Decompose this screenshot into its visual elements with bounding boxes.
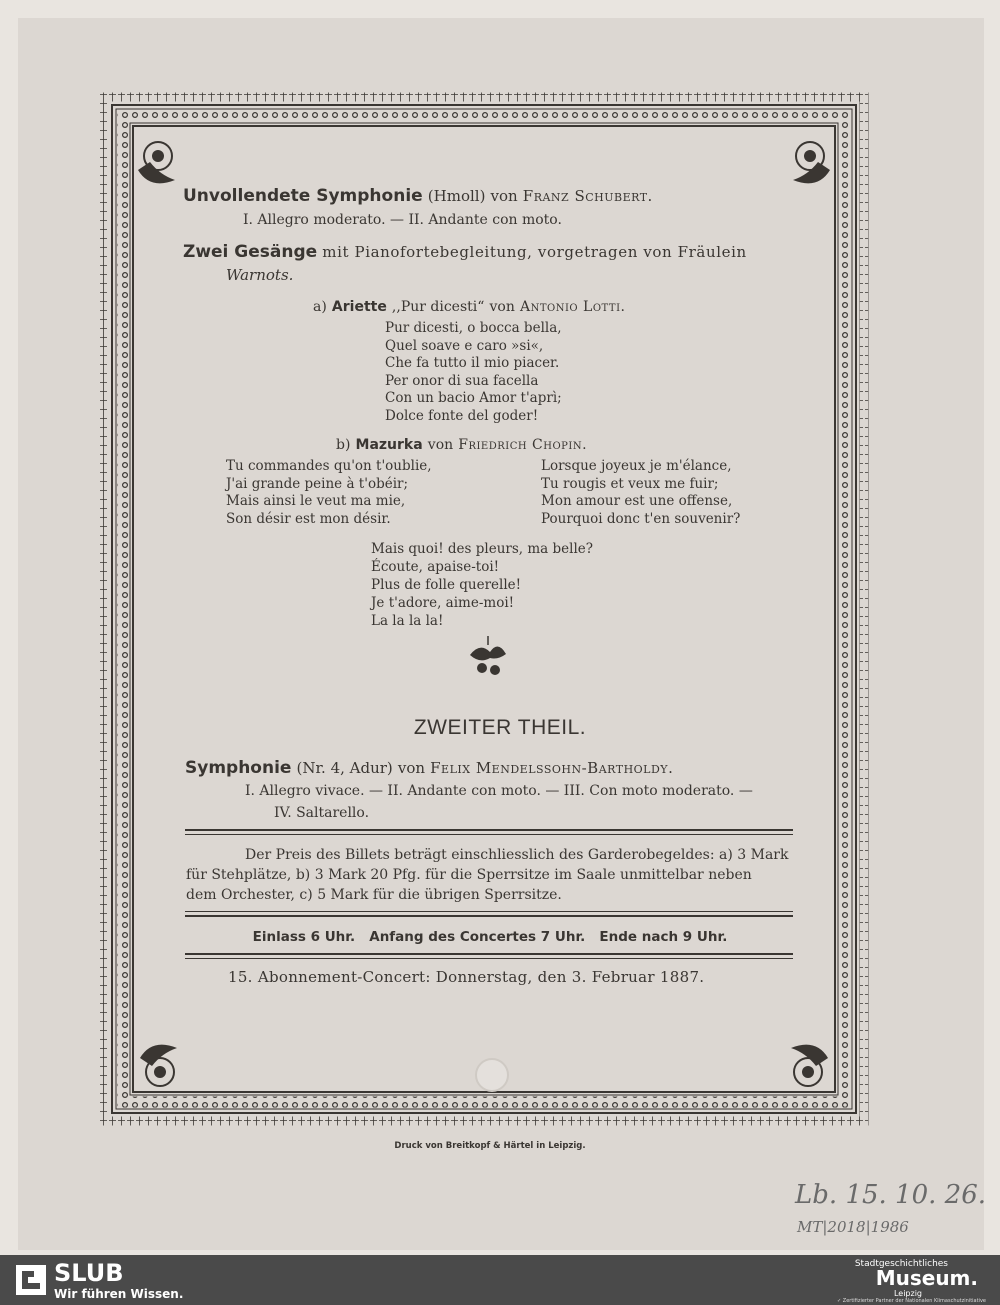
- printer-credit: Druck von Breitkopf & Härtel in Leipzig.: [394, 1141, 586, 1151]
- lyric-line: J'ai grande peine à t'obéir;: [226, 475, 409, 492]
- lyric-line: Pourquoi donc t'en souvenir?: [541, 510, 741, 527]
- mazurka-title: Mazurka: [355, 437, 423, 453]
- ariette-lyrics: [385, 320, 562, 425]
- museum-certification: ✓ Zertifizierter Partner der Nationalen Klimaschutzinitiative: [836, 1298, 986, 1304]
- museum-name: Museum.: [875, 1266, 978, 1290]
- divider-bottom: [185, 953, 793, 955]
- lyric-line: Plus de folle querelle!: [371, 577, 522, 593]
- item3-heading: [185, 758, 673, 778]
- item3-von: von: [397, 759, 426, 777]
- lyric-line: Quel soave e caro »si«,: [385, 337, 544, 354]
- ariette-heading: [313, 296, 625, 315]
- lyric-line: Tu commandes qu'on t'oublie,: [226, 458, 432, 474]
- lyric-line: La la la la!: [371, 613, 444, 629]
- lyric-line: Écoute, apaise-toi!: [371, 559, 500, 575]
- item3-key: (Nr. 4, Adur): [296, 759, 393, 777]
- divider-double-top: [185, 829, 793, 831]
- mazurka-right-lyrics: [541, 458, 740, 528]
- item3-title: Symphonie: [185, 758, 292, 778]
- item3-movements-line2: IV. Saltarello.: [274, 805, 370, 821]
- museum-label-top: Stadtgeschichtliches: [854, 1259, 948, 1269]
- lyric-line: Lorsque joyeux je m'élance,: [541, 458, 732, 474]
- mazurka-label: b): [336, 437, 351, 453]
- lyric-line: Mais quoi! des pleurs, ma belle?: [371, 541, 593, 557]
- divider-bottom-thin: [185, 958, 793, 959]
- lyric-line: Pur dicesti, o bocca bella,: [385, 320, 562, 336]
- inventory-number-handwritten: MT|2018|1986: [797, 1218, 909, 1236]
- museum-city: Leipzig: [893, 1289, 922, 1298]
- ariette-von: von: [489, 299, 515, 315]
- divider-middle: [185, 915, 793, 917]
- ariette-composer: Antonio Lotti.: [519, 299, 626, 315]
- divider-middle-thin: [185, 911, 793, 912]
- concert-times: Einlass 6 Uhr. Anfang des Concertes 7 Uhr. Ende nach 9 Uhr.: [252, 929, 728, 945]
- item3-composer: Felix Mendelssohn-Bartholdy.: [430, 759, 674, 777]
- mazurka-center-lyrics: [371, 540, 593, 630]
- price-line: Der Preis des Billets beträgt einschliesslich des Garderobegeldes: a) 3 Mark: [245, 847, 789, 863]
- mazurka-composer: Friedrich Chopin.: [458, 437, 588, 453]
- shelfmark-handwritten: Lb. 15. 10. 26.: [795, 1180, 987, 1210]
- mazurka-left-lyrics: [226, 458, 432, 528]
- lyric-line: Dolce fonte del goder!: [385, 407, 539, 424]
- slub-logo-icon: [14, 1263, 48, 1297]
- item3-movements-line1: I. Allegro vivace. — II. Andante con moto. — III. Con moto moderato. —: [245, 783, 753, 799]
- ariette-title: Ariette: [331, 299, 387, 315]
- lyric-line: Per onor di sua facella: [385, 372, 539, 389]
- lyric-line: Mais ainsi le veut ma mie,: [226, 493, 406, 509]
- item1-von: von: [490, 187, 518, 205]
- item2-title: Zwei Gesänge: [183, 242, 318, 262]
- mazurka-heading: [336, 434, 587, 453]
- lyric-line: Son désir est mon désir.: [226, 510, 391, 527]
- item2-description: mit Pianofortebegleitung, vorgetragen von Fräulein: [322, 243, 747, 261]
- item2-heading: [183, 242, 747, 262]
- mazurka-von: von: [427, 437, 454, 453]
- ariette-quote: ,,Pur dicesti“: [391, 299, 485, 315]
- lyric-line: Con un bacio Amor t'aprì;: [385, 390, 562, 406]
- slub-name: SLUB: [54, 1259, 124, 1287]
- ariette-label: a): [313, 299, 327, 315]
- divider-double-top-thin: [185, 834, 793, 835]
- next-concert: 15. Abonnement-Concert: Donnerstag, den 3. Februar 1887.: [228, 968, 705, 986]
- part-two-heading: ZWEITER THEIL.: [413, 716, 587, 739]
- item1-title: Unvollendete Symphonie: [183, 186, 423, 206]
- item1-heading: [183, 186, 653, 206]
- price-line: dem Orchester, c) 5 Mark für die übrigen Sperrsitze.: [186, 887, 562, 903]
- slub-tagline: Wir führen Wissen.: [54, 1287, 184, 1301]
- lyric-line: Che fa tutto il mio piacer.: [385, 355, 560, 371]
- item1-key: (Hmoll): [427, 187, 486, 205]
- item2-performer: Warnots.: [226, 266, 294, 284]
- lyric-line: Tu rougis et veux me fuir;: [541, 475, 719, 492]
- price-line: für Stehplätze, b) 3 Mark 20 Pfg. für die Sperrsitze im Saale unmittelbar neben: [186, 867, 752, 883]
- lyric-line: Je t'adore, aime-moi!: [371, 595, 515, 611]
- lyric-line: Mon amour est une offense,: [541, 493, 733, 509]
- item1-movements: I. Allegro moderato. — II. Andante con moto.: [243, 212, 562, 228]
- item1-composer: Franz Schubert.: [522, 187, 653, 205]
- footer-bar: [0, 1255, 1000, 1305]
